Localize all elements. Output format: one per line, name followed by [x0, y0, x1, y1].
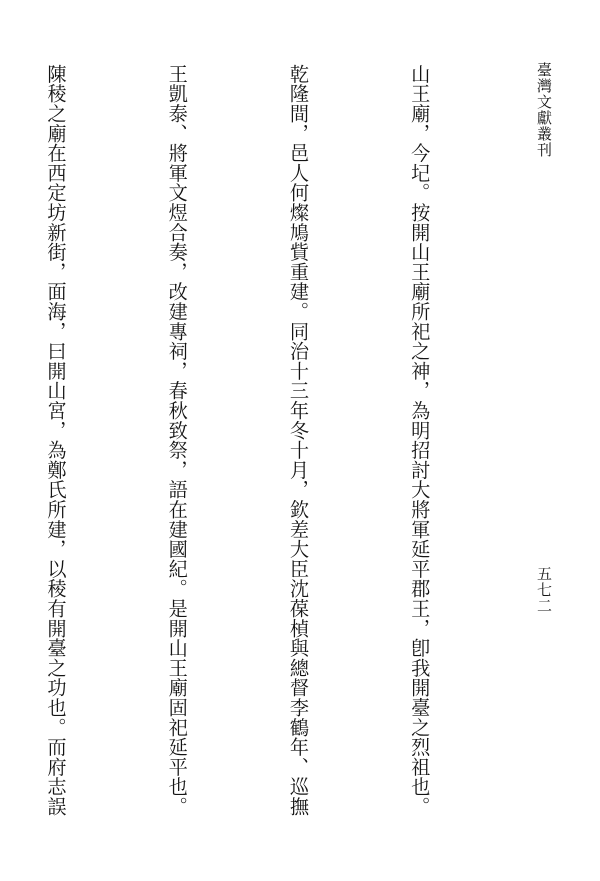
page-number: 五七二	[535, 566, 553, 614]
text-column: 山王廟，今圮。按開山王廟所祀之神，為明招討大將軍延平郡王，卽我開臺之烈祖也。	[408, 64, 432, 817]
text-column: 乾隆間，邑人何燦鳩貲重建。同治十三年冬十月，欽差大臣沈葆楨與總督李鶴年、巡撫	[286, 64, 310, 817]
body-text	[44, 64, 520, 847]
text-column: 陳稜之廟在西定坊新街，面海，曰開山宮，為鄭氏所建，以稜有開臺之功也。而府志誤	[44, 64, 68, 817]
series-title: 臺灣文獻叢刊	[535, 62, 553, 158]
text-column: 王凱泰、將軍文煜合奏，改建專祠，春秋致祭，語在建國紀。是開山王廟固祀延平也。	[165, 64, 189, 817]
